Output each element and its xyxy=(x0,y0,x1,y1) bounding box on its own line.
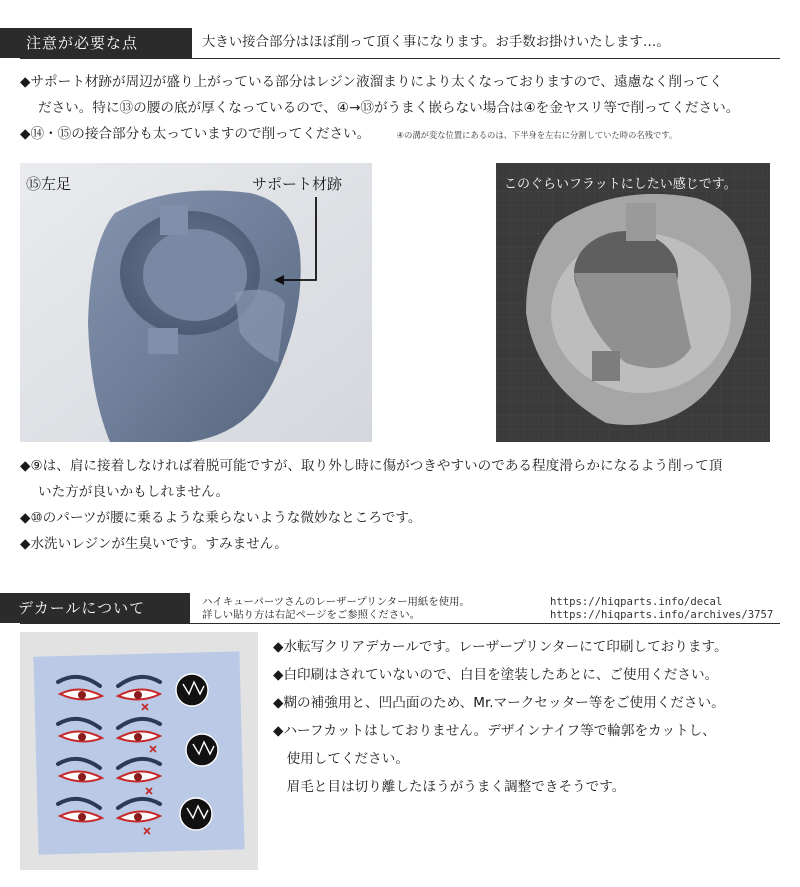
decal-url-1[interactable]: https://hiqparts.info/decal xyxy=(550,596,723,608)
render-illustration xyxy=(496,163,770,442)
caution-p3b: いた方が良いかもしれません。 xyxy=(38,484,230,500)
caution-p1a: ◆サポート材跡が周辺が盛り上がっている部分はレジン液溜まりにより太くなっておりますので、遠慮なく削ってく xyxy=(20,74,723,90)
decal-item-1: ◆水転写クリアデカールです。レーザープリンターにて印刷しております。 xyxy=(273,639,728,655)
decal-item-2: ◆白印刷はされていないので、白目を塗装したあとに、ご使用ください。 xyxy=(273,667,719,683)
decal-info-2: 詳しい貼り方は右記ページをご参照ください。 xyxy=(202,608,420,621)
decal-tag: デカールについて xyxy=(0,593,190,623)
caution-p4: ◆⑩のパーツが腰に乗るような乗らないような微妙なところです。 xyxy=(20,510,422,526)
caution-p2-note: ④の溝が変な位置にあるのは、下半身を左右に分割していた時の名残です。 xyxy=(396,130,678,140)
decal-item-5: 使用してください。 xyxy=(273,751,409,767)
caution-header xyxy=(0,28,800,58)
decal-sheet-illustration xyxy=(20,632,258,870)
caution-tag: 注意が必要な点 xyxy=(0,28,192,58)
decal-item-3: ◆糊の補強用と、凹凸面のため、Mr.マークセッター等をご使用ください。 xyxy=(273,695,725,711)
annotation-arrow-icon xyxy=(20,163,372,442)
photo-right-label: このぐらいフラットにしたい感じです。 xyxy=(504,177,737,192)
decal-sheet-photo xyxy=(20,632,258,870)
caution-intro: 大きい接合部分はほぼ削って頂く事になります。お手数お掛けいたします…。 xyxy=(202,35,670,50)
caution-p2 xyxy=(20,122,782,148)
caution-p2-text: ◆⑭・⑮の接合部分も太っていますので削ってください。 xyxy=(20,126,371,142)
decal-item-6: 眉毛と目は切り離したほうがうまく調整できそうです。 xyxy=(273,779,626,795)
decal-info-1: ハイキューパーツさんのレーザープリンター用紙を使用。 xyxy=(202,596,470,608)
caution-p3a: ◆⑨は、肩に接着しなければ着脱可能ですが、取り外し時に傷がつきやすいのである程度滑らかになるよう削って頂 xyxy=(20,458,723,474)
decal-item-4: ◆ハーフカットはしておりません。デザインナイフ等で輪郭をカットし、 xyxy=(273,723,716,739)
caution-rule xyxy=(20,58,780,59)
photo-left-label: ⑮左足 xyxy=(26,175,72,193)
photo-left-leg-part xyxy=(20,163,372,442)
decal-info xyxy=(190,596,470,623)
decal-header xyxy=(0,593,800,623)
caution-p1b: ださい。特に⑬の腰の底が厚くなっているので、④→⑬がうまく嵌らない場合は④を金ヤスリ等で削ってください。 xyxy=(38,100,740,116)
caution-p5: ◆水洗いレジンが生臭いです。すみません。 xyxy=(20,536,288,552)
decal-rule xyxy=(20,623,780,624)
decal-urls xyxy=(550,596,773,621)
decal-url-2[interactable]: https://hiqparts.info/archives/3757 xyxy=(550,608,774,621)
support-mark-annotation: サポート材跡 xyxy=(252,175,343,193)
photo-right-render xyxy=(496,163,770,442)
